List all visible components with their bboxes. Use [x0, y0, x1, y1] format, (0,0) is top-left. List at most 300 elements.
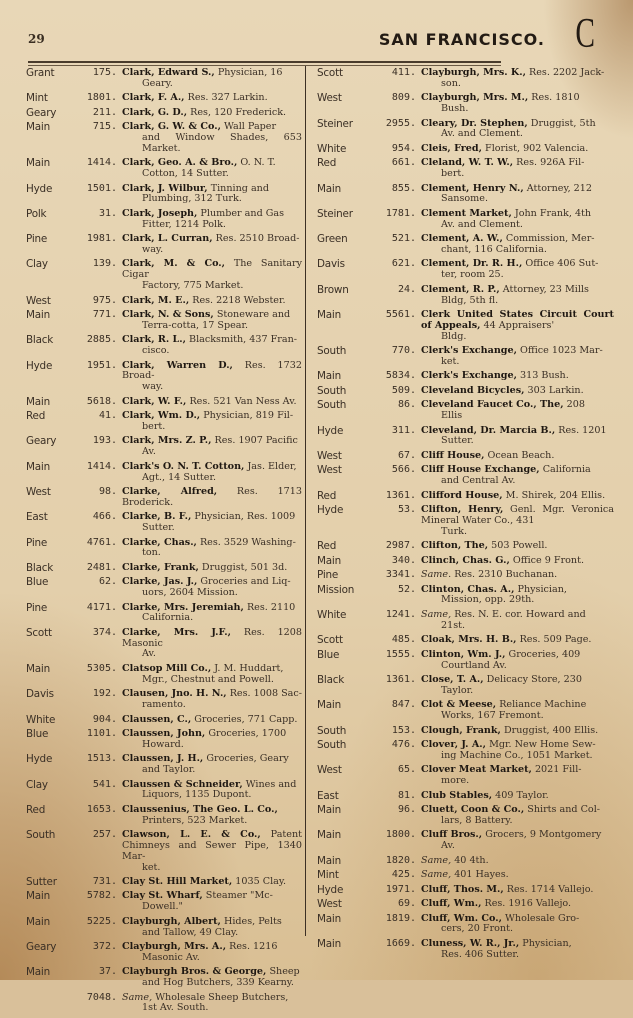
- listing-continuation: Res. 406 Sutter.: [441, 948, 520, 960]
- directory-entry: [317, 765, 614, 787]
- listing-detail: Wholesale Gro-: [505, 912, 580, 924]
- exchange-name: Blue: [317, 648, 340, 661]
- exchange-name: Main: [317, 554, 342, 567]
- exchange-name: White: [26, 713, 56, 726]
- directory-entry: [317, 144, 614, 155]
- listing-detail: Stoneware and: [216, 309, 291, 321]
- listing-continuation: Terra-cotta, 17 Spear.: [142, 319, 249, 331]
- phone-number: 5834.: [385, 370, 416, 382]
- listing-detail: Attorney, 23 Mills: [502, 283, 589, 295]
- listing-name: Claussen, J. H.,: [122, 753, 204, 765]
- listing-name: Clarke, Chas.,: [122, 536, 197, 548]
- directory-entry: [317, 184, 614, 206]
- listing-name: Cleveland Faucet Co., The,: [421, 399, 564, 411]
- exchange-name: Hyde: [26, 359, 53, 372]
- listing-continuation: cers, 20 Front.: [441, 923, 514, 935]
- header-rule-thin: [28, 65, 501, 66]
- listing-continuation: lars, 8 Battery.: [441, 814, 513, 826]
- listing-continuation: Av. and Clement.: [441, 128, 523, 140]
- exchange-name: Red: [26, 410, 46, 423]
- listing-name: Cleary, Dr. Stephen,: [421, 117, 528, 129]
- listing-name: Clark, G. D.,: [122, 106, 188, 118]
- directory-entry: [317, 700, 614, 722]
- phone-number: 81.: [397, 789, 416, 801]
- directory-entry: [317, 914, 614, 936]
- directory-entry: [317, 400, 614, 422]
- listing-continuation: and Window Shades, 653 Market.: [142, 132, 302, 154]
- listing-text: [122, 754, 302, 776]
- listing-detail: O. N. T.: [240, 157, 276, 169]
- same-marker: Same.: [421, 569, 452, 581]
- directory-entry: [317, 870, 614, 881]
- listing-detail: Attorney, 212: [526, 182, 592, 194]
- phone-number: 2955.: [385, 117, 416, 129]
- phone-number: 847.: [391, 699, 416, 711]
- exchange-name: West: [26, 294, 51, 307]
- listing-continuation: Sansome.: [441, 193, 488, 205]
- exchange-name: Main: [317, 699, 342, 712]
- directory-entry: [317, 158, 614, 180]
- listing-name: Clifford House,: [421, 489, 503, 501]
- listing-continuation: Geary.: [142, 77, 173, 89]
- directory-entry: [317, 465, 614, 487]
- listing-continuation: 1st Av. South.: [142, 1002, 209, 1014]
- phone-number: 485.: [391, 634, 416, 646]
- listing-continuation: ter, room 25.: [441, 269, 504, 281]
- phone-number: 855.: [391, 182, 416, 194]
- listing-text: [122, 397, 302, 408]
- listing-detail: Res. 521 Van Ness Av.: [189, 395, 297, 407]
- listing-text: [122, 891, 302, 913]
- listing-text: [122, 122, 302, 154]
- listing-detail: J. M. Huddart,: [214, 662, 284, 674]
- listing-text: [122, 917, 302, 939]
- listing-detail: Res. 1208 Masonic: [122, 626, 302, 649]
- listing-name: Clark, M. E.,: [122, 294, 190, 306]
- directory-entry: [26, 577, 302, 599]
- listing-name: Clover Meat Market,: [421, 764, 532, 776]
- phone-number: 521.: [391, 233, 416, 245]
- listing-text: [122, 158, 302, 180]
- directory-entry: [317, 119, 614, 141]
- exchange-name: Pine: [26, 536, 48, 549]
- exchange-name: West: [317, 764, 342, 777]
- listing-text: [122, 487, 302, 509]
- listing-name: Cleveland Bicycles,: [421, 384, 525, 396]
- listing-continuation: son.: [441, 77, 461, 89]
- listing-text: [421, 259, 614, 281]
- phone-number: 466.: [92, 511, 117, 523]
- listing-text: [421, 726, 614, 737]
- listing-text: [122, 993, 302, 1015]
- listing-detail: Wholesale Sheep Butchers,: [155, 991, 289, 1003]
- directory-entry: [317, 740, 614, 762]
- listing-detail: Res, 120 Frederick.: [190, 106, 287, 118]
- listing-text: [421, 635, 614, 646]
- listing-detail: Tinning and: [210, 182, 270, 194]
- listing-text: [122, 462, 302, 484]
- listing-name: Cloak, Mrs. H. B.,: [421, 634, 517, 646]
- phone-number: 1101.: [86, 728, 117, 739]
- exchange-name: Main: [26, 460, 51, 473]
- same-marker: Same,: [421, 854, 452, 866]
- listing-detail: 409 Taylor.: [495, 789, 549, 801]
- exchange-name: Main: [26, 121, 51, 134]
- listing-name: Clerk United States Circuit Court of Appeals,: [421, 309, 614, 331]
- listing-text: [421, 310, 614, 342]
- left-column: [26, 68, 302, 1018]
- listing-detail: Wall Paper: [223, 121, 277, 133]
- exchange-name: Main: [317, 309, 342, 322]
- listing-name: Cliff House,: [421, 449, 485, 461]
- directory-entry: [317, 791, 614, 802]
- listing-text: [122, 729, 302, 751]
- listing-text: [421, 386, 614, 397]
- listing-name: Clerk's Exchange,: [421, 370, 517, 382]
- exchange-name: Main: [317, 182, 342, 195]
- listing-continuation: chant, 116 California.: [441, 243, 547, 255]
- listing-text: [421, 939, 614, 961]
- exchange-name: Main: [317, 804, 342, 817]
- phone-number: 67.: [397, 449, 416, 461]
- exchange-name: Davis: [26, 688, 54, 701]
- listing-name: Clinton, Chas. A.,: [421, 583, 515, 595]
- listing-text: [421, 465, 614, 487]
- phone-number: 904.: [92, 713, 117, 725]
- exchange-name: Hyde: [317, 883, 344, 896]
- phone-number: 1820.: [385, 854, 416, 866]
- listing-text: [421, 541, 614, 552]
- exchange-name: Red: [317, 489, 337, 502]
- listing-text: [122, 689, 302, 711]
- phone-number: 24.: [397, 283, 416, 295]
- listing-continuation: Bldg.: [441, 330, 467, 342]
- header-rule: [28, 61, 501, 63]
- exchange-name: [26, 993, 82, 1015]
- directory-entry: [317, 541, 614, 552]
- listing-continuation: cisco.: [142, 345, 170, 357]
- listing-continuation: ket.: [142, 861, 161, 873]
- listing-text: [421, 675, 614, 697]
- listing-name: Clayburgh, Albert,: [122, 915, 221, 927]
- directory-entry: [26, 209, 302, 231]
- phone-number: 1669.: [385, 937, 416, 949]
- listing-detail: Steamer "Mc-: [205, 890, 273, 902]
- listing-text: [122, 436, 302, 458]
- listing-detail: Res. 3529 Washing-: [199, 536, 296, 548]
- listing-detail: Office 406 Sut-: [525, 258, 599, 270]
- phone-number: 31.: [98, 207, 117, 219]
- listing-text: [421, 650, 614, 672]
- listing-continuation: bert.: [142, 420, 166, 432]
- listing-name: Cleland, W. T. W.,: [421, 157, 514, 169]
- directory-entry: [26, 122, 302, 154]
- listing-detail: Res. 1201: [558, 424, 607, 436]
- listing-text: [421, 585, 614, 607]
- listing-name: Clarke, Jas. J.,: [122, 576, 198, 588]
- phone-number: 771.: [92, 309, 117, 321]
- listing-name: Clifton, Henry,: [421, 504, 504, 516]
- listing-name: Clarke, Alfred,: [122, 485, 218, 497]
- exchange-name: Main: [317, 829, 342, 842]
- directory-entry: [26, 780, 302, 802]
- exchange-name: Black: [317, 674, 345, 687]
- exchange-name: South: [317, 739, 347, 752]
- phone-number: 193.: [92, 435, 117, 447]
- column-divider: [305, 66, 306, 936]
- listing-detail: California: [542, 464, 591, 476]
- same-marker: Same,: [421, 869, 452, 881]
- listing-detail: Res. 1810: [531, 92, 580, 104]
- phone-number: 2481.: [86, 561, 117, 573]
- listing-continuation: and Tallow, 49 Clay.: [142, 926, 239, 938]
- directory-entry: [26, 917, 302, 939]
- directory-entry: [26, 689, 302, 711]
- listing-detail: Florist, 902 Valencia.: [485, 142, 589, 154]
- listing-continuation: ramento.: [142, 699, 186, 711]
- phone-number: 52.: [397, 583, 416, 595]
- listing-detail: Res. 1916 Vallejo.: [484, 898, 572, 910]
- phone-number: 425.: [391, 869, 416, 881]
- listing-name: Clark, N. & Sons,: [122, 309, 214, 321]
- phone-number: 62.: [98, 576, 117, 588]
- listing-detail: Groceries, 409: [508, 648, 581, 660]
- listing-continuation: Av.: [142, 446, 156, 458]
- listing-detail: 503 Powell.: [491, 540, 548, 552]
- listing-text: [122, 296, 302, 307]
- listing-text: [421, 830, 614, 852]
- exchange-name: Geary: [26, 435, 57, 448]
- listing-text: [421, 914, 614, 936]
- exchange-name: Clay: [26, 778, 48, 791]
- listing-continuation: Plumbing, 312 Turk.: [142, 193, 242, 205]
- listing-continuation: Fitter, 1214 Polk.: [142, 218, 226, 230]
- phone-number: 340.: [391, 554, 416, 566]
- phone-number: 1241.: [385, 608, 416, 620]
- listing-detail: Res. 2510 Broad-: [215, 233, 300, 245]
- listing-text: [122, 715, 302, 726]
- exchange-name: Mission: [317, 583, 355, 596]
- listing-text: [122, 209, 302, 231]
- listing-text: [122, 310, 302, 332]
- listing-continuation: and Hog Butchers, 339 Kearny.: [142, 977, 294, 989]
- directory-entry: [26, 993, 302, 1015]
- exchange-name: Main: [26, 157, 51, 170]
- listing-continuation: Bush.: [441, 103, 469, 115]
- listing-name: Clark, Joseph,: [122, 207, 198, 219]
- phone-number: 5561.: [385, 309, 416, 321]
- listing-detail: M. Shirek, 204 Ellis.: [505, 489, 606, 501]
- listing-detail: 303 Larkin.: [527, 384, 584, 396]
- phone-number: 1555.: [385, 648, 416, 660]
- exchange-name: Brown: [317, 283, 349, 296]
- exchange-name: Main: [26, 662, 51, 675]
- listing-text: [421, 346, 614, 368]
- listing-name: Clark, M. & Co.,: [122, 258, 225, 270]
- listing-name: Clement, A. W.,: [421, 233, 503, 245]
- phone-number: 1361.: [385, 674, 416, 686]
- listing-text: [421, 610, 614, 632]
- listing-name: Clark, L. Curran,: [122, 233, 213, 245]
- exchange-name: Black: [26, 561, 54, 574]
- listing-detail: Res. 1732 Broad-: [122, 359, 302, 382]
- directory-entry: [317, 830, 614, 852]
- listing-continuation: Av. and Clement.: [441, 218, 523, 230]
- phone-number: 954.: [391, 142, 416, 154]
- directory-entry: [317, 505, 614, 537]
- listing-detail: Reliance Machine: [499, 699, 587, 711]
- listing-detail: Office 1023 Mar-: [520, 345, 603, 357]
- exchange-name: East: [26, 511, 48, 524]
- listing-continuation: Sutter.: [142, 522, 175, 534]
- listing-name: Cluett, Coon & Co.,: [421, 804, 525, 816]
- directory-entry: [26, 361, 302, 393]
- phone-number: 1501.: [86, 182, 117, 194]
- listing-detail: Res. 1907 Pacific: [214, 435, 298, 447]
- exchange-name: Pine: [26, 233, 48, 246]
- directory-entry: [317, 585, 614, 607]
- exchange-name: West: [317, 898, 342, 911]
- listing-detail: Res. 2202 Jack-: [529, 67, 605, 78]
- listing-detail: 44 Appraisers': [483, 319, 555, 331]
- phone-number: 1819.: [385, 912, 416, 924]
- exchange-name: West: [317, 464, 342, 477]
- phone-number: 153.: [391, 724, 416, 736]
- directory-entry: [317, 491, 614, 502]
- phone-number: 98.: [98, 485, 117, 497]
- listing-detail: Res. 2310 Buchanan.: [454, 569, 558, 581]
- listing-text: [421, 234, 614, 256]
- directory-entry: [317, 451, 614, 462]
- directory-entry: [317, 386, 614, 397]
- listing-detail: Physician,: [522, 937, 572, 949]
- listing-detail: Druggist, 501 3d.: [201, 561, 288, 573]
- listing-name: Clinch, Chas. G.,: [421, 554, 510, 566]
- listing-text: [421, 885, 614, 896]
- listing-detail: 1035 Clay.: [235, 876, 287, 887]
- listing-name: Clement, Dr. R. H.,: [421, 258, 523, 270]
- exchange-name: Steiner: [317, 117, 353, 130]
- listing-continuation: Courtland Av.: [441, 659, 507, 671]
- directory-entry: [317, 234, 614, 256]
- exchange-name: Scott: [317, 67, 343, 79]
- listing-name: Clinton, Wm. J.,: [421, 648, 506, 660]
- phone-number: 4761.: [86, 536, 117, 548]
- listing-detail: Groceries, 1700: [208, 728, 287, 739]
- listing-name: Clark, Geo. A. & Bro.,: [122, 157, 238, 169]
- listing-text: [421, 765, 614, 787]
- listing-name: Cleveland, Dr. Marcia B.,: [421, 424, 556, 436]
- listing-name: Clarke, Mrs. Jeremiah,: [122, 601, 244, 613]
- directory-entry: [317, 899, 614, 910]
- phone-number: 1361.: [385, 489, 416, 501]
- listing-name: Clark, Wm. D.,: [122, 410, 201, 422]
- exchange-name: Pine: [317, 569, 339, 582]
- phone-number: 621.: [391, 258, 416, 270]
- directory-entry: [26, 184, 302, 206]
- phone-number: 311.: [391, 424, 416, 436]
- exchange-name: South: [26, 829, 56, 842]
- phone-number: 139.: [92, 258, 117, 270]
- listing-detail: Druggist, 5th: [530, 117, 596, 129]
- exchange-name: Main: [317, 854, 342, 867]
- listing-detail: Res. 1713 Broderick.: [122, 485, 302, 508]
- directory-entry: [26, 538, 302, 560]
- listing-name: Clarke, B. F.,: [122, 511, 192, 523]
- directory-entry: [26, 68, 302, 90]
- exchange-name: Hyde: [26, 753, 53, 766]
- listing-continuation: Printers, 523 Market.: [142, 814, 248, 826]
- listing-text: [421, 68, 614, 90]
- exchange-name: Mint: [317, 869, 339, 882]
- listing-text: [122, 538, 302, 560]
- listing-text: [421, 93, 614, 115]
- listing-detail: Res. 1714 Vallejo.: [506, 883, 594, 895]
- listing-continuation: Ellis: [441, 410, 463, 422]
- phone-number: 5782.: [86, 890, 117, 902]
- listing-continuation: Liquors, 1135 Dupont.: [142, 789, 252, 801]
- listing-detail: Wines and: [245, 778, 297, 790]
- directory-entry: [26, 296, 302, 307]
- listing-continuation: bert.: [441, 168, 465, 180]
- listing-text: [122, 603, 302, 625]
- listing-name: Clawson, L. E. & Co.,: [122, 829, 261, 841]
- phone-number: 1414.: [86, 157, 117, 169]
- listing-text: [421, 556, 614, 567]
- exchange-name: Steiner: [317, 207, 353, 220]
- listing-continuation: ing Machine Co., 1051 Market.: [441, 749, 593, 761]
- listing-continuation: Mission, opp. 29th.: [441, 594, 535, 606]
- phone-number: 1414.: [86, 460, 117, 472]
- exchange-name: Hyde: [317, 504, 344, 517]
- listing-detail: Res. 509 Page.: [519, 634, 592, 646]
- listing-name: Clark, Edward S.,: [122, 67, 215, 78]
- phone-number: 975.: [92, 294, 117, 306]
- section-letter: C: [575, 11, 595, 57]
- listing-continuation: Works, 167 Fremont.: [441, 710, 544, 722]
- listing-text: [421, 451, 614, 462]
- listing-name: Clark, G. W. & Co.,: [122, 121, 221, 133]
- directory-entry: [26, 436, 302, 458]
- listing-continuation: California.: [142, 612, 194, 624]
- listing-name: Clarke, Frank,: [122, 561, 199, 573]
- listing-name: Clot & Meese,: [421, 699, 497, 711]
- exchange-name: Sutter: [26, 876, 57, 888]
- listing-detail: 401 Hayes.: [454, 869, 509, 881]
- directory-entry: [317, 805, 614, 827]
- listing-detail: Res. 1008 Sac-: [229, 688, 302, 700]
- listing-text: [421, 426, 614, 448]
- directory-entry: [317, 346, 614, 368]
- listing-text: [122, 411, 302, 433]
- listing-name: Claussen & Schneider,: [122, 778, 243, 790]
- right-column: [317, 68, 614, 964]
- listing-text: [122, 563, 302, 574]
- listing-name: Claussen, John,: [122, 728, 206, 739]
- exchange-name: East: [317, 789, 339, 802]
- listing-detail: Druggist, 400 Ellis.: [503, 724, 599, 736]
- listing-name: Clay St. Hill Market,: [122, 876, 233, 887]
- phone-number: 731.: [92, 876, 117, 887]
- listing-name: Clover, J. A.,: [421, 739, 486, 751]
- phone-number: 809.: [391, 92, 416, 104]
- exchange-name: Pine: [26, 601, 48, 614]
- listing-text: [122, 93, 302, 104]
- listing-detail: Ocean Beach.: [487, 449, 555, 461]
- directory-entry: [26, 830, 302, 873]
- listing-detail: Physician, 819 Fil-: [203, 410, 294, 422]
- listing-text: [122, 577, 302, 599]
